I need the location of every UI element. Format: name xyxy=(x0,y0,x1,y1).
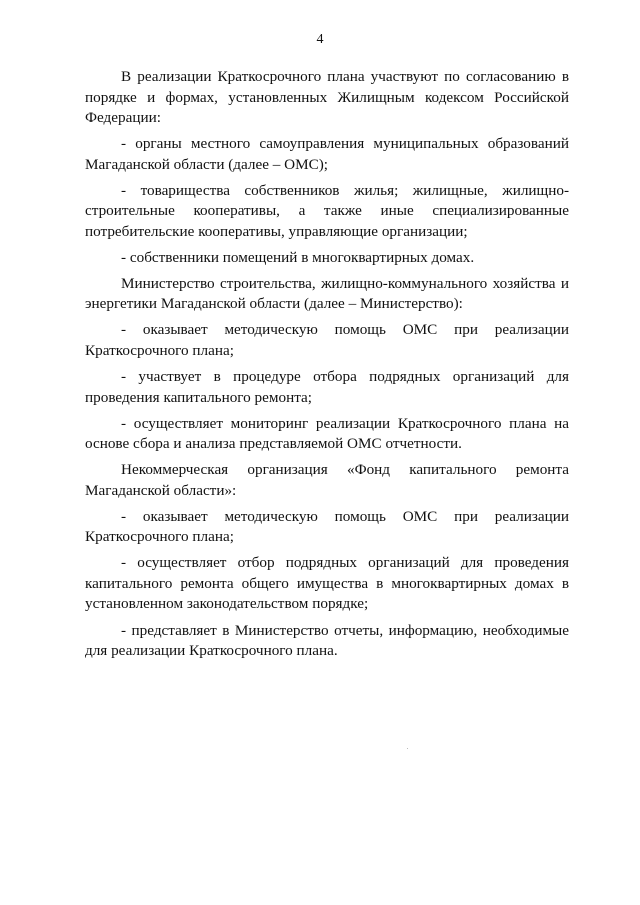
document-body xyxy=(85,67,569,667)
paragraph-fund-methodical-help: - оказывает методическую помощь ОМС при реализации Краткосрочного плана; xyxy=(85,507,569,546)
paragraph-participants-intro: В реализации Краткосрочного плана участвуют по согласованию в порядке и формах, установленных Жилищным кодексом Российской Федерации: xyxy=(85,68,569,126)
paragraph-ministry-intro: Министерство строительства, жилищно-коммунального хозяйства и энергетики Магаданской области (далее – Министерство): xyxy=(85,274,569,313)
paragraph-ministry-monitoring: - осуществляет мониторинг реализации Краткосрочного плана на основе сбора и анализа представляемой ОМС отчетности. xyxy=(85,414,569,453)
paragraph-associations: - товарищества собственников жилья; жилищные, жилищно-строительные кооперативы, а также иные специализированные потребительские кооперативы, управляющие организации; xyxy=(85,181,569,240)
scan-speck xyxy=(407,748,408,749)
paragraph-fund-contractor-selection: - осуществляет отбор подрядных организаций для проведения капитального ремонта общего имущества в многоквартирных домах в установленном законодательством порядке; xyxy=(85,554,569,613)
paragraph-owners: - собственники помещений в многоквартирных домах. xyxy=(121,248,475,266)
paragraph-ministry-methodical-help: - оказывает методическую помощь ОМС при реализации Краткосрочного плана; xyxy=(85,321,569,359)
paragraph-fund-intro: Некоммерческая организация «Фонд капитального ремонта Магаданской области»: xyxy=(85,461,569,499)
page-number: 4 xyxy=(316,32,324,47)
paragraph-fund-reports: - представляет в Министерство отчеты, информацию, необходимые для реализации Краткосрочного плана. xyxy=(85,621,569,660)
paragraph-ministry-contractor-selection: - участвует в процедуре отбора подрядных организаций для проведения капитального ремонта; xyxy=(85,368,569,406)
paragraph-oms: - органы местного самоуправления муниципальных образований Магаданской области (далее – ОМС); xyxy=(85,135,569,173)
